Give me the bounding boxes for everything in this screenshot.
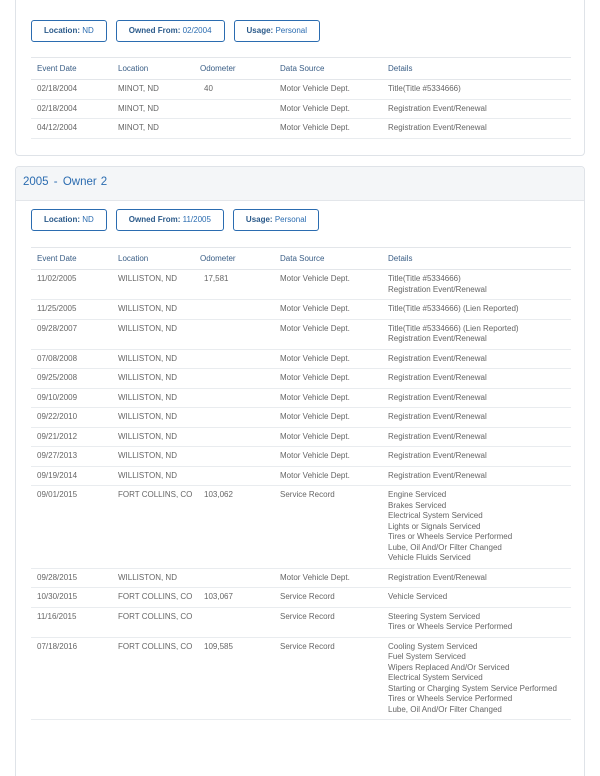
owner-2-header <box>16 167 584 201</box>
detail-line: Registration Event/Renewal <box>388 353 487 363</box>
detail-line: Registration Event/Renewal <box>388 451 487 460</box>
detail-line: Tires or Wheels Service Performed <box>388 694 513 703</box>
event-date-cell: 11/16/2015 <box>31 607 112 637</box>
data-source-cell: Service Record <box>274 637 382 720</box>
detail-line: Registration Event/Renewal <box>388 470 487 480</box>
event-date-cell: 09/28/2015 <box>31 568 112 588</box>
data-source-cell: Motor Vehicle Dept. <box>274 99 382 119</box>
details-cell <box>382 408 571 428</box>
event-date-cell: 09/10/2009 <box>31 388 112 408</box>
col-odometer: Odometer <box>194 248 274 270</box>
location-cell: FORT COLLINS, CO <box>112 607 194 637</box>
location-cell: WILLISTON, ND <box>112 300 194 320</box>
detail-line: Vehicle Fluids Serviced <box>388 553 471 562</box>
table-row <box>31 637 571 720</box>
details-cell <box>382 300 571 320</box>
detail-line: Engine Serviced <box>388 490 447 499</box>
owner-2-badges <box>31 209 319 231</box>
table-row <box>31 408 571 428</box>
detail-line: Electrical System Serviced <box>388 511 483 520</box>
location-cell: WILLISTON, ND <box>112 408 194 428</box>
col-data-source: Data Source <box>274 58 382 80</box>
event-date-cell: 09/21/2012 <box>31 427 112 447</box>
data-source-cell: Motor Vehicle Dept. <box>274 408 382 428</box>
detail-line: Registration Event/Renewal <box>388 284 487 294</box>
location-cell: MINOT, ND <box>112 80 194 100</box>
detail-line: Registration Event/Renewal <box>388 572 487 582</box>
location-cell: WILLISTON, ND <box>112 369 194 389</box>
col-data-source: Data Source <box>274 248 382 270</box>
table-row <box>31 80 571 100</box>
detail-line: Registration Event/Renewal <box>388 373 487 382</box>
odometer-cell <box>194 119 274 139</box>
details-cell <box>382 119 571 139</box>
data-source-cell: Motor Vehicle Dept. <box>274 270 382 300</box>
location-cell: WILLISTON, ND <box>112 349 194 369</box>
event-date-cell: 02/18/2004 <box>31 99 112 119</box>
data-source-cell: Motor Vehicle Dept. <box>274 466 382 486</box>
data-source-cell: Motor Vehicle Dept. <box>274 388 382 408</box>
details-cell <box>382 568 571 588</box>
detail-line: Tires or Wheels Service Performed <box>388 622 513 631</box>
location-badge: Location: ND <box>31 209 107 231</box>
data-source-cell: Motor Vehicle Dept. <box>274 80 382 100</box>
table-row <box>31 486 571 569</box>
data-source-cell: Motor Vehicle Dept. <box>274 119 382 139</box>
table-row <box>31 300 571 320</box>
details-cell <box>382 486 571 569</box>
owner-1-rows <box>31 80 571 139</box>
data-source-cell: Motor Vehicle Dept. <box>274 447 382 467</box>
table-row <box>31 99 571 119</box>
details-cell <box>382 369 571 389</box>
details-cell <box>382 349 571 369</box>
detail-line: Electrical System Serviced <box>388 673 483 682</box>
usage-badge: Usage: Personal <box>234 20 321 42</box>
owner-2-card <box>15 166 585 776</box>
detail-line: Fuel System Serviced <box>388 652 466 661</box>
owner-1-badges <box>31 20 320 42</box>
owner-2-rows <box>31 270 571 720</box>
odometer-cell <box>194 300 274 320</box>
details-cell <box>382 588 571 608</box>
odometer-cell <box>194 99 274 119</box>
details-cell <box>382 637 571 720</box>
data-source-cell: Motor Vehicle Dept. <box>274 349 382 369</box>
odometer-cell <box>194 388 274 408</box>
table-row <box>31 319 571 349</box>
table-row <box>31 568 571 588</box>
location-cell: FORT COLLINS, CO <box>112 588 194 608</box>
table-row <box>31 119 571 139</box>
table-header-row <box>31 58 571 80</box>
detail-line: Title(Title #5334666) <box>388 84 461 93</box>
data-source-cell: Service Record <box>274 486 382 569</box>
odometer-cell <box>194 427 274 447</box>
data-source-cell: Service Record <box>274 588 382 608</box>
col-event-date: Event Date <box>31 58 112 80</box>
data-source-cell: Service Record <box>274 607 382 637</box>
location-cell: WILLISTON, ND <box>112 427 194 447</box>
owner-2-history-table <box>31 247 571 720</box>
detail-line: Registration Event/Renewal <box>388 123 487 132</box>
detail-line: Lights or Signals Serviced <box>388 521 481 531</box>
details-cell <box>382 466 571 486</box>
event-date-cell: 09/28/2007 <box>31 319 112 349</box>
data-source-cell: Motor Vehicle Dept. <box>274 319 382 349</box>
odometer-cell <box>194 369 274 389</box>
details-cell <box>382 319 571 349</box>
col-odometer: Odometer <box>194 58 274 80</box>
location-cell: FORT COLLINS, CO <box>112 486 194 569</box>
odometer-cell: 40 <box>194 80 274 100</box>
odometer-cell: 109,585 <box>194 637 274 720</box>
location-badge: Location: ND <box>31 20 107 42</box>
detail-line: Registration Event/Renewal <box>388 412 487 421</box>
table-row <box>31 270 571 300</box>
event-date-cell: 09/27/2013 <box>31 447 112 467</box>
detail-line: Lube, Oil And/Or Filter Changed <box>388 704 502 714</box>
detail-line: Title(Title #5334666) (Lien Reported) <box>388 304 519 313</box>
details-cell <box>382 270 571 300</box>
owned-from-badge: Owned From: 02/2004 <box>116 20 225 42</box>
details-cell <box>382 447 571 467</box>
odometer-cell <box>194 607 274 637</box>
table-row <box>31 588 571 608</box>
data-source-cell: Motor Vehicle Dept. <box>274 369 382 389</box>
details-cell <box>382 388 571 408</box>
col-details: Details <box>382 248 571 270</box>
details-cell <box>382 607 571 637</box>
owner-year: 2005 <box>23 176 49 188</box>
location-cell: MINOT, ND <box>112 99 194 119</box>
odometer-cell <box>194 319 274 349</box>
odometer-cell <box>194 447 274 467</box>
details-cell <box>382 80 571 100</box>
event-date-cell: 11/25/2005 <box>31 300 112 320</box>
col-location: Location <box>112 248 194 270</box>
col-event-date: Event Date <box>31 248 112 270</box>
detail-line: Cooling System Serviced <box>388 641 478 651</box>
event-date-cell: 02/18/2004 <box>31 80 112 100</box>
usage-badge: Usage: Personal <box>233 209 320 231</box>
detail-line: Starting or Charging System Service Performed <box>388 683 557 693</box>
details-cell <box>382 99 571 119</box>
odometer-cell <box>194 408 274 428</box>
detail-line: Brakes Serviced <box>388 500 447 510</box>
table-row <box>31 349 571 369</box>
detail-line: Registration Event/Renewal <box>388 103 487 113</box>
location-cell: WILLISTON, ND <box>112 319 194 349</box>
event-date-cell: 07/08/2008 <box>31 349 112 369</box>
detail-line: Title(Title #5334666) (Lien Reported) <box>388 323 519 333</box>
event-date-cell: 07/18/2016 <box>31 637 112 720</box>
odometer-cell <box>194 568 274 588</box>
owner-1-card <box>15 0 585 156</box>
detail-line: Vehicle Serviced <box>388 592 448 601</box>
location-cell: WILLISTON, ND <box>112 447 194 467</box>
event-date-cell: 09/25/2008 <box>31 369 112 389</box>
col-location: Location <box>112 58 194 80</box>
data-source-cell: Motor Vehicle Dept. <box>274 300 382 320</box>
odometer-cell: 103,067 <box>194 588 274 608</box>
location-cell: WILLISTON, ND <box>112 568 194 588</box>
detail-line: Steering System Serviced <box>388 611 481 621</box>
table-row <box>31 369 571 389</box>
location-cell: WILLISTON, ND <box>112 388 194 408</box>
event-date-cell: 11/02/2005 <box>31 270 112 300</box>
odometer-cell: 17,581 <box>194 270 274 300</box>
detail-line: Wipers Replaced And/Or Serviced <box>388 662 510 672</box>
location-cell: FORT COLLINS, CO <box>112 637 194 720</box>
detail-line: Registration Event/Renewal <box>388 392 487 402</box>
detail-line: Registration Event/Renewal <box>388 431 487 441</box>
details-cell <box>382 427 571 447</box>
owner-separator: - <box>53 176 58 188</box>
owner-label: Owner <box>62 176 97 188</box>
odometer-cell: 103,062 <box>194 486 274 569</box>
data-source-cell: Motor Vehicle Dept. <box>274 427 382 447</box>
location-cell: WILLISTON, ND <box>112 466 194 486</box>
detail-line: Registration Event/Renewal <box>388 334 487 343</box>
table-row <box>31 607 571 637</box>
detail-line: Title(Title #5334666) <box>388 274 461 283</box>
event-date-cell: 04/12/2004 <box>31 119 112 139</box>
table-row <box>31 466 571 486</box>
odometer-cell <box>194 349 274 369</box>
detail-line: Tires or Wheels Service Performed <box>388 532 513 541</box>
odometer-cell <box>194 466 274 486</box>
event-date-cell: 09/19/2014 <box>31 466 112 486</box>
owner-1-history-table <box>31 57 571 139</box>
table-row <box>31 388 571 408</box>
location-cell: MINOT, ND <box>112 119 194 139</box>
table-row <box>31 427 571 447</box>
owner-number: 2 <box>100 176 108 188</box>
detail-line: Lube, Oil And/Or Filter Changed <box>388 542 502 552</box>
location-cell: WILLISTON, ND <box>112 270 194 300</box>
col-details: Details <box>382 58 571 80</box>
table-header-row <box>31 248 571 270</box>
owned-from-badge: Owned From: 11/2005 <box>116 209 224 231</box>
data-source-cell: Motor Vehicle Dept. <box>274 568 382 588</box>
event-date-cell: 10/30/2015 <box>31 588 112 608</box>
table-row <box>31 447 571 467</box>
event-date-cell: 09/22/2010 <box>31 408 112 428</box>
event-date-cell: 09/01/2015 <box>31 486 112 569</box>
